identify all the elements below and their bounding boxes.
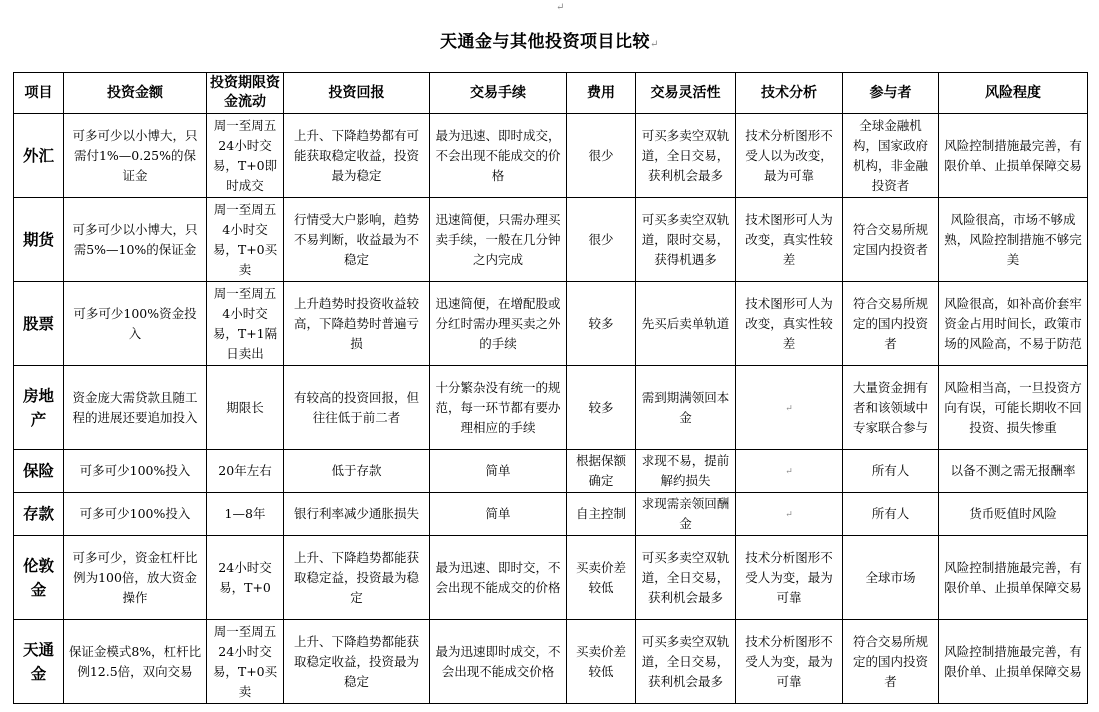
table-row bbox=[14, 114, 1088, 198]
table-cell: 最为迅速、即时成交，不会出现不能成交的价格 bbox=[430, 114, 567, 198]
table-cell: 很少 bbox=[567, 198, 636, 282]
table-cell: 周一至周五4小时交易，T+0买卖 bbox=[207, 198, 284, 282]
table-cell: 买卖价差较低 bbox=[567, 536, 636, 620]
table-cell: 可买多卖空双轨道，全日交易，获利机会最多 bbox=[636, 114, 736, 198]
row-item-name: 期货 bbox=[14, 198, 64, 282]
row-item-name: 存款 bbox=[14, 493, 64, 536]
row-item-name: 股票 bbox=[14, 282, 64, 366]
table-cell: 迅速简便，在增配股或分红时需办理买卖之外的手续 bbox=[430, 282, 567, 366]
table-cell: 风险控制措施最完善，有限价单、止损单保障交易 bbox=[939, 114, 1088, 198]
table-cell: 技术分析图形不受人为变，最为可靠 bbox=[736, 620, 843, 704]
table-cell: 先买后卖单轨道 bbox=[636, 282, 736, 366]
table-cell: 期限长 bbox=[207, 366, 284, 450]
table-cell: 技术图形可人为改变，真实性较差 bbox=[736, 198, 843, 282]
row-item-name: 保险 bbox=[14, 450, 64, 493]
table-cell: 最为迅速即时成交，不会出现不能成交价格 bbox=[430, 620, 567, 704]
table-cell: 可多可少以小博大，只需付1%—0.25%的保证金 bbox=[64, 114, 207, 198]
comparison-table bbox=[13, 72, 1088, 704]
header-cell: 项目 bbox=[14, 73, 64, 114]
table-cell: 风险很高，市场不够成熟，风险控制措施不够完美 bbox=[939, 198, 1088, 282]
table-cell: 所有人 bbox=[843, 450, 939, 493]
table-cell: 可多可少100%投入 bbox=[64, 450, 207, 493]
table-row bbox=[14, 536, 1088, 620]
table-cell: 根据保额确定 bbox=[567, 450, 636, 493]
table-cell: 24小时交易，T+0 bbox=[207, 536, 284, 620]
table-cell: 可买多卖空双轨道，全日交易，获利机会最多 bbox=[636, 620, 736, 704]
table-cell: 符合交易所规定国内投资者 bbox=[843, 198, 939, 282]
table-cell: 风险控制措施最完善，有限价单、止损单保障交易 bbox=[939, 536, 1088, 620]
table-row bbox=[14, 366, 1088, 450]
table-cell: 资金庞大需贷款且随工程的进展还要追加投入 bbox=[64, 366, 207, 450]
table-cell: 低于存款 bbox=[284, 450, 430, 493]
table-cell: 可买多卖空双轨道，全日交易，获利机会最多 bbox=[636, 536, 736, 620]
table-cell: 十分繁杂没有统一的规范，每一环节都有要办理相应的手续 bbox=[430, 366, 567, 450]
table-cell: 买卖价差较低 bbox=[567, 620, 636, 704]
table-row bbox=[14, 198, 1088, 282]
page-title-text: 天通金与其他投资项目比较 bbox=[440, 32, 651, 52]
table-row bbox=[14, 493, 1088, 536]
table-cell: 简单 bbox=[430, 493, 567, 536]
table-row bbox=[14, 620, 1088, 704]
header-cell: 投资期限资金流动 bbox=[207, 73, 284, 114]
row-item-name: 伦敦金 bbox=[14, 536, 64, 620]
table-cell bbox=[736, 450, 843, 493]
table-cell: 大量资金拥有者和该领域中专家联合参与 bbox=[843, 366, 939, 450]
table-cell: 最为迅速、即时交，不会出现不能成交的价格 bbox=[430, 536, 567, 620]
table-cell: 货币贬值时风险 bbox=[939, 493, 1088, 536]
table-cell: 上升趋势时投资收益较高，下降趋势时普遍亏损 bbox=[284, 282, 430, 366]
table-cell: 自主控制 bbox=[567, 493, 636, 536]
table-cell: 简单 bbox=[430, 450, 567, 493]
header-cell: 投资回报 bbox=[284, 73, 430, 114]
page-title bbox=[0, 27, 1099, 52]
table-cell: 保证金模式8%，杠杆比例12.5倍，双向交易 bbox=[64, 620, 207, 704]
table-cell: 技术分析图形不受人为变，最为可靠 bbox=[736, 536, 843, 620]
table-cell: 符合交易所规定的国内投资者 bbox=[843, 282, 939, 366]
table-row bbox=[14, 450, 1088, 493]
header-cell: 费用 bbox=[567, 73, 636, 114]
table-cell: 求现需亲领回酬金 bbox=[636, 493, 736, 536]
table-cell: 上升、下降趋势都能获取稳定益，投资最为稳定 bbox=[284, 536, 430, 620]
paragraph-mark: ↵ bbox=[556, 2, 565, 13]
table-cell: 很少 bbox=[567, 114, 636, 198]
table-cell: 上升、下降趋势都有可能获取稳定收益，投资最为稳定 bbox=[284, 114, 430, 198]
table-cell: 技术分析图形不受人以为改变，最为可靠 bbox=[736, 114, 843, 198]
table-cell: 符合交易所规定的国内投资者 bbox=[843, 620, 939, 704]
table-cell: 风险很高，如补高价套牢资金占用时间长，政策市场的风险高，不易于防范 bbox=[939, 282, 1088, 366]
table-cell: 20年左右 bbox=[207, 450, 284, 493]
table-cell: 可多可少以小博大，只需5%—10%的保证金 bbox=[64, 198, 207, 282]
table-cell bbox=[736, 493, 843, 536]
header-cell: 交易手续 bbox=[430, 73, 567, 114]
table-cell: 上升、下降趋势都能获取稳定收益，投资最为稳定 bbox=[284, 620, 430, 704]
row-item-name: 房地产 bbox=[14, 366, 64, 450]
table-cell: 全球金融机构，国家政府机构，非金融投资者 bbox=[843, 114, 939, 198]
table-cell: 求现不易，提前解约损失 bbox=[636, 450, 736, 493]
header-row bbox=[14, 73, 1088, 114]
table-cell: 较多 bbox=[567, 282, 636, 366]
table-cell bbox=[736, 366, 843, 450]
table-cell: 可买多卖空双轨道，限时交易，获得机遇多 bbox=[636, 198, 736, 282]
table-cell: 有较高的投资回报，但往往低于前二者 bbox=[284, 366, 430, 450]
table-cell: 所有人 bbox=[843, 493, 939, 536]
table-cell: 1—8年 bbox=[207, 493, 284, 536]
header-cell: 投资金额 bbox=[64, 73, 207, 114]
row-item-name: 外汇 bbox=[14, 114, 64, 198]
paragraph-mark: ↵ bbox=[650, 39, 659, 50]
table-cell: 可多可少100%资金投入 bbox=[64, 282, 207, 366]
table-cell: 银行利率减少通胀损失 bbox=[284, 493, 430, 536]
table-cell: 需到期满领回本金 bbox=[636, 366, 736, 450]
table-cell: 技术图形可人为改变，真实性较差 bbox=[736, 282, 843, 366]
header-cell: 参与者 bbox=[843, 73, 939, 114]
table-cell: 周一至周五24小时交易，T+0买卖 bbox=[207, 620, 284, 704]
table-cell: 迅速简便，只需办理买卖手续，一般在几分钟之内完成 bbox=[430, 198, 567, 282]
empty-cell-mark: ↵ bbox=[785, 510, 793, 520]
table-cell: 风险相当高，一旦投资方向有误，可能长期收不回投资、损失惨重 bbox=[939, 366, 1088, 450]
row-item-name: 天通金 bbox=[14, 620, 64, 704]
table-cell: 周一至周五24小时交易，T+0即时成交 bbox=[207, 114, 284, 198]
table-cell: 风险控制措施最完善，有限价单、止损单保障交易 bbox=[939, 620, 1088, 704]
table-cell: 可多可少100%投入 bbox=[64, 493, 207, 536]
table-cell: 较多 bbox=[567, 366, 636, 450]
header-cell: 风险程度 bbox=[939, 73, 1088, 114]
table-cell: 可多可少，资金杠杆比例为100倍，放大资金操作 bbox=[64, 536, 207, 620]
table-cell: 全球市场 bbox=[843, 536, 939, 620]
table-row bbox=[14, 282, 1088, 366]
table-cell: 周一至周五4小时交易，T+1隔日卖出 bbox=[207, 282, 284, 366]
empty-cell-mark: ↵ bbox=[785, 467, 793, 477]
header-cell: 技术分析 bbox=[736, 73, 843, 114]
table-cell: 以备不测之需无报酬率 bbox=[939, 450, 1088, 493]
header-cell: 交易灵活性 bbox=[636, 73, 736, 114]
table-cell: 行情受大户影响，趋势不易判断，收益最为不稳定 bbox=[284, 198, 430, 282]
empty-cell-mark: ↵ bbox=[785, 403, 793, 414]
